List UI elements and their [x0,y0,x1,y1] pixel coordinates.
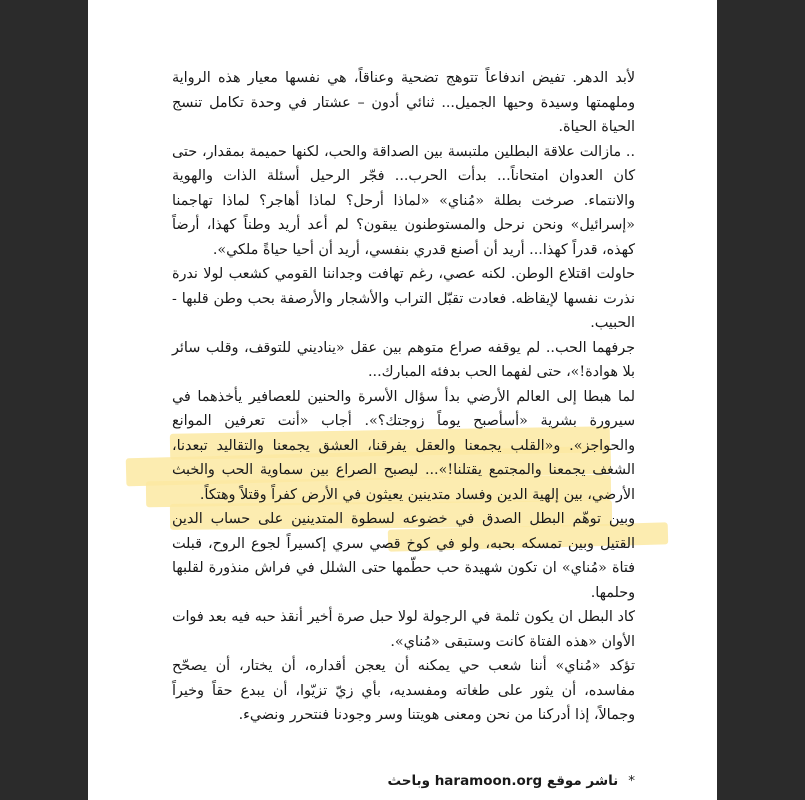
article-body [172,66,635,728]
paragraph: كاد البطل ان يكون ثلمة في الرجولة لولا حبل صرة أخير أنقذ حبه فيه بعد فوات الأوان «هذه الفتاة كانت وستبقى «مُناي». [172,609,635,650]
paragraph: جرفهما الحب.. لم يوقفه صراع متوهم بين عقل «يناديني للتوقف، وقلب سائر بلا هوادة!»، حتى لفهما الحب بدفئه المبارك... [172,339,635,380]
paragraph: لأبد الدهر. تفيض اندفاعاً تتوهج تضحية وعناقاً، هي نفسها معيار هذه الرواية وملهمتها وسيدة وحيها الجميل... ثنائي أدون – عشتار في وحدة تكامل تنسج الحياة الحياة. [172,70,635,135]
paragraph: تؤكد «مُناي» أننا شعب حي يمكنه أن يعجن أقداره، أن يختار، أن يصحّح مفاسده، أن يثور على طغاته ومفسديه، بأي زيّ تزيّوا، أن يبدع حقاً وخيراً وجمالاً، إذا أدركنا من نحن ومعنى هويتنا وسر وجودنا فنتحرر ونضيء. [172,658,635,723]
footnote-marker: * [628,773,635,789]
paragraph: حاولت اقتلاع الوطن. لكنه عصي، رغم تهافت وجداننا القومي كشعب لولا ندرة نذرت نفسها لإيقاظه. فعادت تقبّل التراب والأشجار والأرصفة بحب وطن قلبها - الحبيب. [172,266,635,331]
footnote-text: ناشر موقع haramoon.org وباحث [387,773,619,789]
paragraph: .. مازالت علاقة البطلين ملتبسة بين الصداقة والحب، لكنها حميمة بمقدار، حتى كان العدوان امتحاناً... بدأت الحرب... فجّر الرحيل أسئلة الذات والهوية والانتماء. صرخت بطلة «مُناي» «لماذا أرحل؟ لماذا أهاجر؟ لماذا تهاجمنا «إسرائيل» ونحن نرحل والمستوطنون يبقون؟ لم أعد أريد وطناً كهذا، أرضاً كهذه، قدراً كهذا... أريد أن أصنع قدري بنفسي، أريد أن أحيا حياةً ملكي». [172,143,635,258]
paragraph: وبين توهّم البطل الصدق في خضوعه لسطوة المتدينين على حساب الدين القتيل وبين تمسكه بحبه، ولو في كوخ قصي سري إكسيراً لجوع الروح، قبلت فتاة «مُناي» ان تكون شهيدة حب حطّمها حتى الشلل في فراش منذورة لقلبها وحلمها. [172,511,635,601]
document-page [88,0,717,800]
author-footnote [172,770,635,792]
paragraph-highlighted: لما هبطا إلى العالم الأرضي بدأ سؤال الأسرة والحنين للعصافير يأخذهما في سيرورة بشرية «أسأصبح يوماً زوجتك؟». أجاب «أنت تعرفين الموانع والحواجز». و«القلب يجمعنا والعقل يفرقنا، العشق يجمعنا والتقاليد تبعدنا، الشغف يجمعنا والمجتمع يقتلنا!»... ليصبح الصراع بين سماوية الحب والخبث الأرضي، بين إلهية الدين وفساد متدينين يعيثون في الأرض كفراً وقتلاً وهتكاً. [172,388,635,503]
